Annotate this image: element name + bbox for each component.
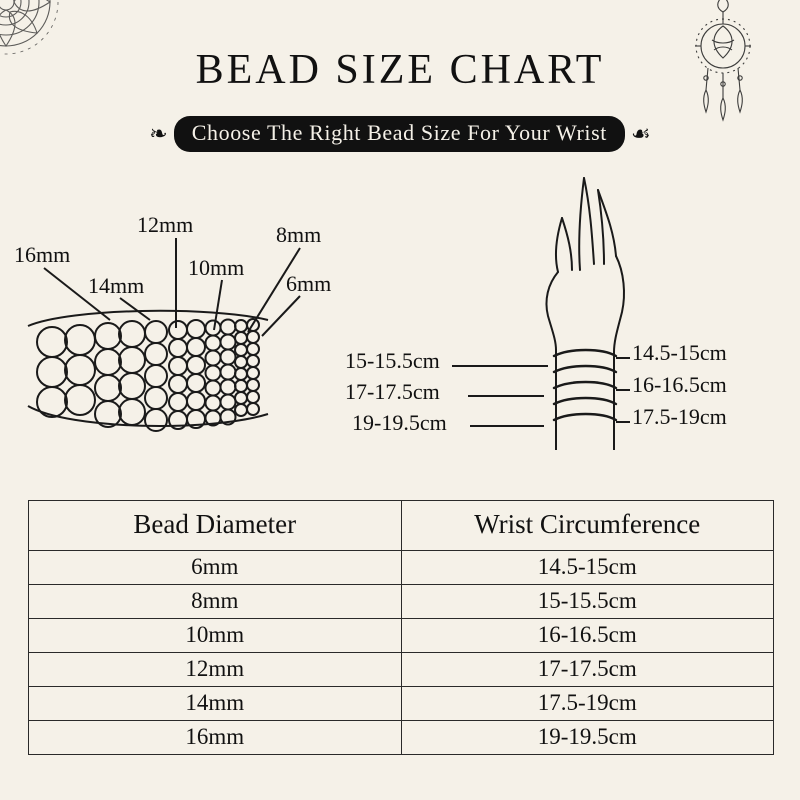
cell-wrist-circumference: 16-16.5cm <box>401 619 774 653</box>
cell-wrist-circumference: 19-19.5cm <box>401 721 774 755</box>
cell-bead-diameter: 16mm <box>29 721 402 755</box>
wrist-label-left-17-17-5cm: 17-17.5cm <box>345 379 440 404</box>
size-table <box>28 500 774 755</box>
wrist-label-right-17-5-19cm: 17.5-19cm <box>632 404 727 429</box>
column-header-bead-diameter: Bead Diameter <box>29 501 402 551</box>
wrist-label-left-19-19-5cm: 19-19.5cm <box>352 410 447 435</box>
bead-label-14mm: 14mm <box>88 273 145 298</box>
wrist-label-right-16-16-5cm: 16-16.5cm <box>632 372 727 397</box>
subtitle-banner <box>0 116 800 152</box>
bead-label-10mm: 10mm <box>188 255 245 280</box>
diagram-area <box>0 160 800 490</box>
cell-bead-diameter: 8mm <box>29 585 402 619</box>
bead-label-6mm: 6mm <box>286 271 332 296</box>
cell-wrist-circumference: 17.5-19cm <box>401 687 774 721</box>
cell-bead-diameter: 12mm <box>29 653 402 687</box>
table-row <box>29 653 774 687</box>
wrist-label-left-15-15-5cm: 15-15.5cm <box>345 348 440 373</box>
bead-label-16mm: 16mm <box>14 242 71 267</box>
cell-bead-diameter: 14mm <box>29 687 402 721</box>
cell-bead-diameter: 10mm <box>29 619 402 653</box>
table-header-row <box>29 501 774 551</box>
table-row <box>29 687 774 721</box>
ornament-left-icon: ❧ <box>149 121 168 146</box>
bead-label-12mm: 12mm <box>137 212 194 237</box>
cell-bead-diameter: 6mm <box>29 551 402 585</box>
cell-wrist-circumference: 15-15.5cm <box>401 585 774 619</box>
table-row <box>29 619 774 653</box>
table-row <box>29 585 774 619</box>
ornament-right-icon: ☙ <box>630 121 651 146</box>
table-row <box>29 551 774 585</box>
wrist-label-right-14-5-15cm: 14.5-15cm <box>632 340 727 365</box>
bead-label-8mm: 8mm <box>276 222 322 247</box>
cell-wrist-circumference: 17-17.5cm <box>401 653 774 687</box>
page-title: BEAD SIZE CHART <box>195 47 605 93</box>
table-row <box>29 721 774 755</box>
cell-wrist-circumference: 14.5-15cm <box>401 551 774 585</box>
column-header-wrist-circumference: Wrist Circumference <box>401 501 774 551</box>
subtitle-text: Choose The Right Bead Size For Your Wrist <box>174 116 625 152</box>
